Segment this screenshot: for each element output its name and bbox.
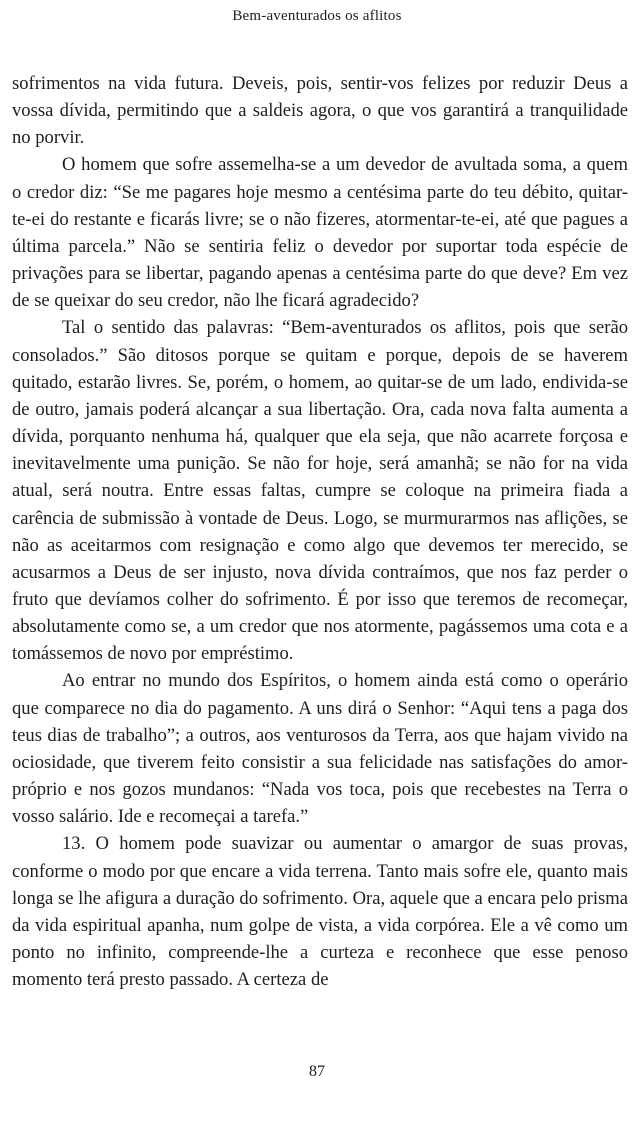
body-text xyxy=(12,70,628,993)
paragraph-debtor-analogy: O homem que sofre assemelha-se a um devedor de avultada soma, a quem o credor diz: “Se me pagares hoje mesmo a centésima parte do teu débito, quitar-te-ei do restante e ficarás livre; se o não fizeres, atormentar-te-ei, até que pagues a última parcela.” Não se sentiria feliz o devedor por suportar toda espécie de privações para se libertar, pagando apenas a centésima parte do que deve? Em vez de se queixar do seu credor, não lhe ficará agradecido? xyxy=(12,154,628,312)
page-number: 87 xyxy=(309,1063,325,1080)
paragraph-continuation: sofrimentos na vida futura. Deveis, pois, sentir-vos felizes por reduzir Deus a vossa dívida, permitindo que a saldeis agora, o que vos garantirá a tranquilidade no porvir. xyxy=(12,73,628,149)
paragraph-section-13: 13. O homem pode suavizar ou aumentar o amargor de suas provas, conforme o modo por que encare a vida terrena. Tanto mais sofre ele, quanto mais longa se lhe afigura a duração do sofrimento. Ora, aquele que a encara pelo prisma da vida espiritual apanha, num golpe de vista, a vida corpórea. Ele a vê como um ponto no infinito, compreende-lhe a curteza e reconhece que esse penoso momento terá presto passado. A certeza de xyxy=(12,833,628,991)
running-head: Bem-aventurados os aflitos xyxy=(232,8,402,24)
paragraph-world-of-spirits: Ao entrar no mundo dos Espíritos, o homem ainda está como o operário que comparece no dia do pagamento. A uns dirá o Senhor: “Aqui tens a paga dos teus dias de trabalho”; a outros, aos venturosos da Terra, aos que hajam vivido na ociosidade, que tiverem feito consistir a sua felicidade nas satisfações do amor-próprio e nos gozos mundanos: “Nada vos toca, pois que recebestes na Terra o vosso salário. Ide e recomeçai a tarefa.” xyxy=(12,670,628,828)
paragraph-meaning-of-words: Tal o sentido das palavras: “Bem-aventurados os aflitos, pois que serão consolados.” São ditosos porque se quitam e porque, depois de se haverem quitado, estarão livres. Se, porém, o homem, ao quitar-se de um lado, endivida-se de outro, jamais poderá alcançar a sua libertação. Ora, cada nova falta aumenta a dívida, porquanto nenhuma há, qualquer que ela seja, que não acarrete forçosa e inevitavelmente uma punição. Se não for hoje, será amanhã; se não for na vida atual, será noutra. Entre essas faltas, cumpre se coloque na primeira fiada a carência de submissão à vontade de Deus. Logo, se murmurarmos nas aflições, se não as aceitarmos com resignação e como algo que devemos ter merecido, se acusarmos a Deus de ser injusto, nova dívida contraímos, que nos faz perder o fruto que devíamos colher do sofrimento. É por isso que teremos de recomeçar, absolutamente como se, a um credor que nos atormente, pagássemos uma cota e a tomássemos de novo por empréstimo. xyxy=(12,317,628,665)
